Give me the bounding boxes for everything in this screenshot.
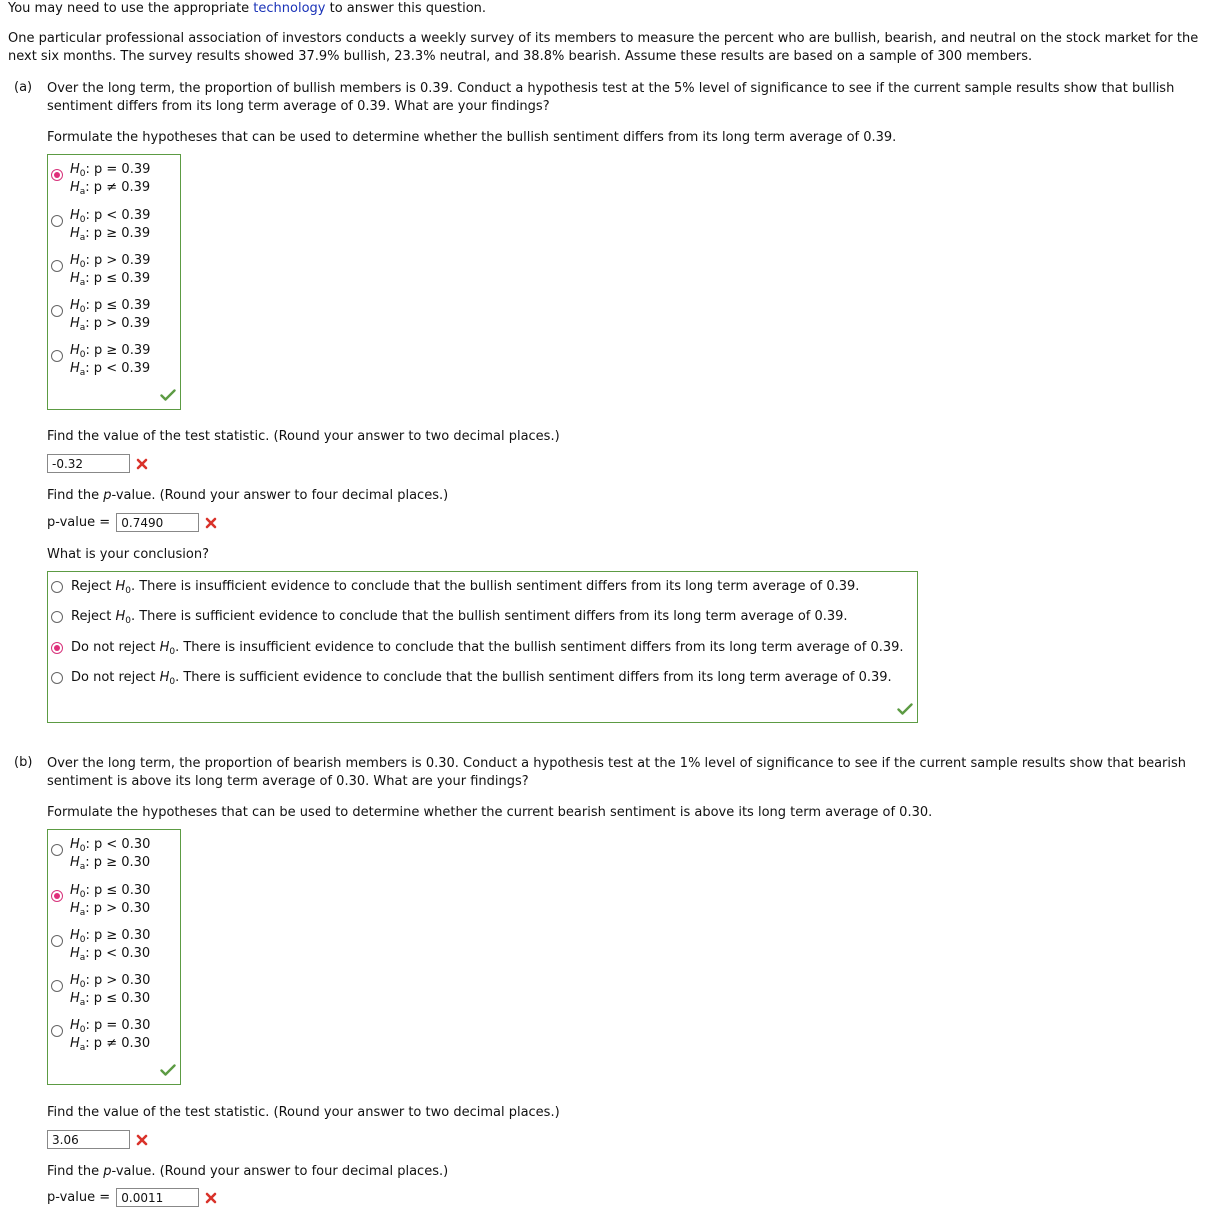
- null-hypothesis-expr: : p ≤ 0.39: [85, 298, 151, 313]
- conclusion-rest: . There is insufficient evidence to conclude that the bullish sentiment differs from its long term average of 0.39.: [130, 579, 860, 594]
- pvalue-prompt-end: -value. (Round your answer to four decimal places.): [111, 1164, 449, 1179]
- null-hypothesis: [70, 927, 150, 945]
- h-subscript: a: [79, 233, 86, 243]
- radio-button[interactable]: [51, 672, 63, 684]
- part-b-pvalue-row: [47, 1188, 217, 1208]
- alt-hypothesis-expr: : p > 0.30: [85, 901, 151, 916]
- null-hypothesis: [70, 161, 150, 179]
- h-subscript: a: [79, 187, 86, 197]
- h-symbol: H: [70, 946, 80, 961]
- h-subscript: a: [79, 368, 86, 378]
- h-symbol: H: [70, 837, 80, 852]
- alt-hypothesis: [70, 854, 150, 872]
- radio-button[interactable]: [51, 642, 63, 654]
- h-subscript: 0: [79, 1025, 86, 1035]
- alt-hypothesis: [70, 990, 150, 1008]
- hypothesis-text: [70, 836, 150, 872]
- part-a-pvalue-prompt: [47, 487, 448, 505]
- technology-note: [8, 0, 1208, 18]
- h-symbol: H: [70, 271, 80, 286]
- hypothesis-text: [70, 927, 150, 963]
- h-symbol: H: [70, 343, 80, 358]
- conclusion-lead: Reject: [71, 579, 116, 594]
- part-b-hypotheses-box: [47, 829, 181, 1085]
- alt-hypothesis-expr: : p < 0.30: [85, 946, 151, 961]
- h-symbol: H: [115, 579, 126, 594]
- incorrect-x-icon: [205, 517, 217, 529]
- h-symbol: H: [70, 208, 80, 223]
- h-symbol: H: [70, 253, 80, 268]
- hypothesis-option[interactable]: [51, 972, 171, 1010]
- pvalue-prompt-p: p: [103, 488, 112, 503]
- pvalue-prompt-start: Find the: [47, 1164, 104, 1179]
- null-hypothesis-expr: : p > 0.30: [85, 973, 151, 988]
- null-hypothesis: [70, 252, 150, 270]
- h-symbol: H: [70, 162, 80, 177]
- conclusion-lead: Do not reject: [71, 670, 160, 685]
- part-a-label: (a): [14, 80, 33, 95]
- part-a-pvalue-label: p-value =: [47, 515, 111, 530]
- h-subscript: 0: [125, 616, 131, 626]
- part-a-hypotheses-box: [47, 154, 181, 410]
- conclusion-rest: . There is sufficient evidence to conclude that the bullish sentiment differs from its long term average of 0.39.: [175, 670, 892, 685]
- alt-hypothesis-expr: : p ≥ 0.30: [85, 855, 151, 870]
- conclusion-text: [71, 608, 848, 626]
- radio-button[interactable]: [51, 305, 63, 317]
- h-subscript: 0: [79, 215, 86, 225]
- h-subscript: a: [79, 908, 86, 918]
- null-hypothesis-expr: : p ≤ 0.30: [85, 883, 151, 898]
- h-subscript: 0: [79, 169, 86, 179]
- radio-button[interactable]: [51, 611, 63, 623]
- h-symbol: H: [70, 991, 80, 1006]
- null-hypothesis: [70, 972, 150, 990]
- h-symbol: H: [70, 855, 80, 870]
- part-b-pvalue-prompt: [47, 1163, 448, 1181]
- alt-hypothesis: [70, 900, 150, 918]
- radio-button[interactable]: [51, 260, 63, 272]
- h-symbol: H: [159, 640, 170, 655]
- hypothesis-option[interactable]: [51, 927, 171, 965]
- part-a-test-stat-prompt: Find the value of the test statistic. (Round your answer to two decimal places.): [47, 429, 560, 444]
- part-b-test-stat-prompt: Find the value of the test statistic. (Round your answer to two decimal places.): [47, 1105, 560, 1120]
- correct-check-icon: [897, 703, 913, 715]
- h-symbol: H: [115, 609, 126, 624]
- h-subscript: 0: [79, 260, 86, 270]
- h-subscript: a: [79, 998, 86, 1008]
- radio-button[interactable]: [51, 935, 63, 947]
- h-subscript: a: [79, 1043, 86, 1053]
- radio-button[interactable]: [51, 844, 63, 856]
- alt-hypothesis-expr: : p ≠ 0.30: [85, 1036, 151, 1051]
- hypothesis-option[interactable]: [51, 207, 171, 245]
- part-b-question: [14, 755, 1209, 791]
- hypothesis-text: [70, 297, 150, 333]
- incorrect-x-icon: [136, 1134, 148, 1146]
- alt-hypothesis-expr: : p ≤ 0.39: [85, 271, 151, 286]
- part-b-pvalue-input[interactable]: 0.0011: [116, 1188, 199, 1207]
- hypothesis-option[interactable]: [51, 252, 171, 290]
- h-symbol: H: [70, 226, 80, 241]
- hypothesis-option[interactable]: [51, 1017, 171, 1055]
- h-symbol: H: [70, 1018, 80, 1033]
- radio-button[interactable]: [51, 581, 63, 593]
- problem-statement: One particular professional association of investors conducts a weekly survey of its members to measure the percent who are bullish, bearish, and neutral on the stock market for the next six months. The survey results showed 37.9% bullish, 23.3% neutral, and 38.8% bearish. Assume these results are based on a sample of 300 members.: [8, 31, 1199, 64]
- h-subscript: 0: [169, 677, 176, 687]
- conclusion-lead: Reject: [71, 609, 116, 624]
- incorrect-x-icon: [136, 458, 148, 470]
- radio-button[interactable]: [51, 215, 63, 227]
- hypothesis-text: [70, 342, 150, 378]
- radio-button[interactable]: [51, 1025, 63, 1037]
- alt-hypothesis: [70, 270, 150, 288]
- alt-hypothesis-expr: : p ≤ 0.30: [85, 991, 151, 1006]
- alt-hypothesis-expr: : p ≠ 0.39: [85, 180, 151, 195]
- part-a-pvalue-input[interactable]: 0.7490: [116, 513, 199, 532]
- part-a-question: [14, 80, 1209, 116]
- part-b-question-text: Over the long term, the proportion of bearish members is 0.30. Conduct a hypothesis test at the 1% level of significance to see if the current sample results show that bearish sentiment is above its long term average of 0.30. What are your findings?: [47, 756, 1187, 789]
- h-symbol: H: [70, 973, 80, 988]
- h-subscript: a: [79, 278, 86, 288]
- alt-hypothesis-expr: : p ≥ 0.39: [85, 226, 151, 241]
- conclusion-rest: . There is insufficient evidence to conclude that the bullish sentiment differs from its long term average of 0.39.: [175, 640, 904, 655]
- alt-hypothesis: [70, 315, 150, 333]
- note-text-end: to answer this question.: [325, 1, 487, 16]
- null-hypothesis-expr: : p ≥ 0.30: [85, 928, 151, 943]
- h-subscript: a: [79, 862, 86, 872]
- conclusion-lead: Do not reject: [71, 640, 160, 655]
- h-symbol: H: [70, 361, 80, 376]
- conclusion-text: [71, 669, 892, 687]
- hypothesis-text: [70, 882, 150, 918]
- h-symbol: H: [70, 928, 80, 943]
- h-subscript: 0: [79, 844, 86, 854]
- note-text: You may need to use the appropriate: [8, 1, 254, 16]
- part-b-test-stat-row: [47, 1130, 148, 1150]
- null-hypothesis: [70, 207, 150, 225]
- conclusion-rest: . There is sufficient evidence to conclude that the bullish sentiment differs from its long term average of 0.39.: [130, 609, 848, 624]
- correct-check-icon: [160, 389, 176, 401]
- conclusion-text: [71, 578, 859, 596]
- alt-hypothesis-expr: : p > 0.39: [85, 316, 151, 331]
- null-hypothesis: [70, 882, 150, 900]
- h-subscript: 0: [79, 935, 86, 945]
- hypothesis-text: [70, 1017, 150, 1053]
- h-subscript: 0: [79, 305, 86, 315]
- h-subscript: 0: [169, 647, 176, 657]
- hypothesis-text: [70, 972, 150, 1008]
- part-b-pvalue-label: p-value =: [47, 1190, 111, 1205]
- null-hypothesis-expr: : p < 0.30: [85, 837, 151, 852]
- h-symbol: H: [159, 670, 170, 685]
- h-subscript: 0: [79, 980, 86, 990]
- h-symbol: H: [70, 901, 80, 916]
- hypothesis-text: [70, 161, 150, 197]
- alt-hypothesis: [70, 225, 150, 243]
- correct-check-icon: [160, 1064, 176, 1076]
- hypothesis-option[interactable]: [51, 297, 171, 335]
- part-a-formulate-prompt: Formulate the hypotheses that can be used to determine whether the bullish sentiment differs from its long term average of 0.39.: [47, 130, 897, 145]
- radio-button[interactable]: [51, 169, 63, 181]
- null-hypothesis-expr: : p ≥ 0.39: [85, 343, 151, 358]
- pvalue-prompt-end: -value. (Round your answer to four decimal places.): [111, 488, 449, 503]
- hypothesis-option[interactable]: [51, 882, 171, 920]
- part-a-question-text: Over the long term, the proportion of bullish members is 0.39. Conduct a hypothesis test at the 5% level of significance to see if the current sample results show that bullish sentiment differs from its long term average of 0.39. What are your findings?: [47, 81, 1175, 114]
- h-subscript: a: [79, 953, 86, 963]
- conclusion-text: [71, 639, 904, 657]
- h-symbol: H: [70, 1036, 80, 1051]
- pvalue-prompt-p: p: [103, 1164, 112, 1179]
- alt-hypothesis-expr: : p < 0.39: [85, 361, 151, 376]
- null-hypothesis-expr: : p > 0.39: [85, 253, 151, 268]
- hypothesis-text: [70, 207, 150, 243]
- incorrect-x-icon: [205, 1192, 217, 1204]
- alt-hypothesis: [70, 1035, 150, 1053]
- alt-hypothesis: [70, 360, 150, 378]
- part-b-test-stat-input[interactable]: 3.06: [47, 1130, 130, 1149]
- null-hypothesis-expr: : p = 0.30: [85, 1018, 151, 1033]
- null-hypothesis-expr: : p = 0.39: [85, 162, 151, 177]
- null-hypothesis: [70, 1017, 150, 1035]
- part-a-pvalue-row: [47, 513, 217, 533]
- alt-hypothesis: [70, 179, 150, 197]
- part-b-label: (b): [14, 755, 33, 770]
- null-hypothesis: [70, 297, 150, 315]
- hypothesis-option[interactable]: [51, 342, 171, 380]
- h-subscript: a: [79, 323, 86, 333]
- h-symbol: H: [70, 298, 80, 313]
- technology-link[interactable]: technology: [253, 1, 326, 16]
- h-symbol: H: [70, 883, 80, 898]
- hypothesis-option[interactable]: [51, 161, 171, 199]
- hypothesis-option[interactable]: [51, 836, 171, 874]
- h-subscript: 0: [125, 586, 131, 596]
- part-a-conclusion-prompt: What is your conclusion?: [47, 547, 209, 562]
- hypothesis-text: [70, 252, 150, 288]
- part-a-test-stat-row: [47, 454, 148, 474]
- pvalue-prompt-start: Find the: [47, 488, 104, 503]
- h-subscript: 0: [79, 350, 86, 360]
- alt-hypothesis: [70, 945, 150, 963]
- null-hypothesis: [70, 342, 150, 360]
- intro: [8, 0, 1208, 66]
- null-hypothesis: [70, 836, 150, 854]
- radio-button[interactable]: [51, 980, 63, 992]
- radio-button[interactable]: [51, 890, 63, 902]
- part-b-formulate-prompt: Formulate the hypotheses that can be used to determine whether the current bearish sentiment is above its long term average of 0.30.: [47, 805, 933, 820]
- null-hypothesis-expr: : p < 0.39: [85, 208, 151, 223]
- part-a-test-stat-input[interactable]: -0.32: [47, 454, 130, 473]
- h-symbol: H: [70, 180, 80, 195]
- h-symbol: H: [70, 316, 80, 331]
- h-subscript: 0: [79, 890, 86, 900]
- part-a-conclusion-box: [47, 571, 918, 723]
- radio-button[interactable]: [51, 350, 63, 362]
